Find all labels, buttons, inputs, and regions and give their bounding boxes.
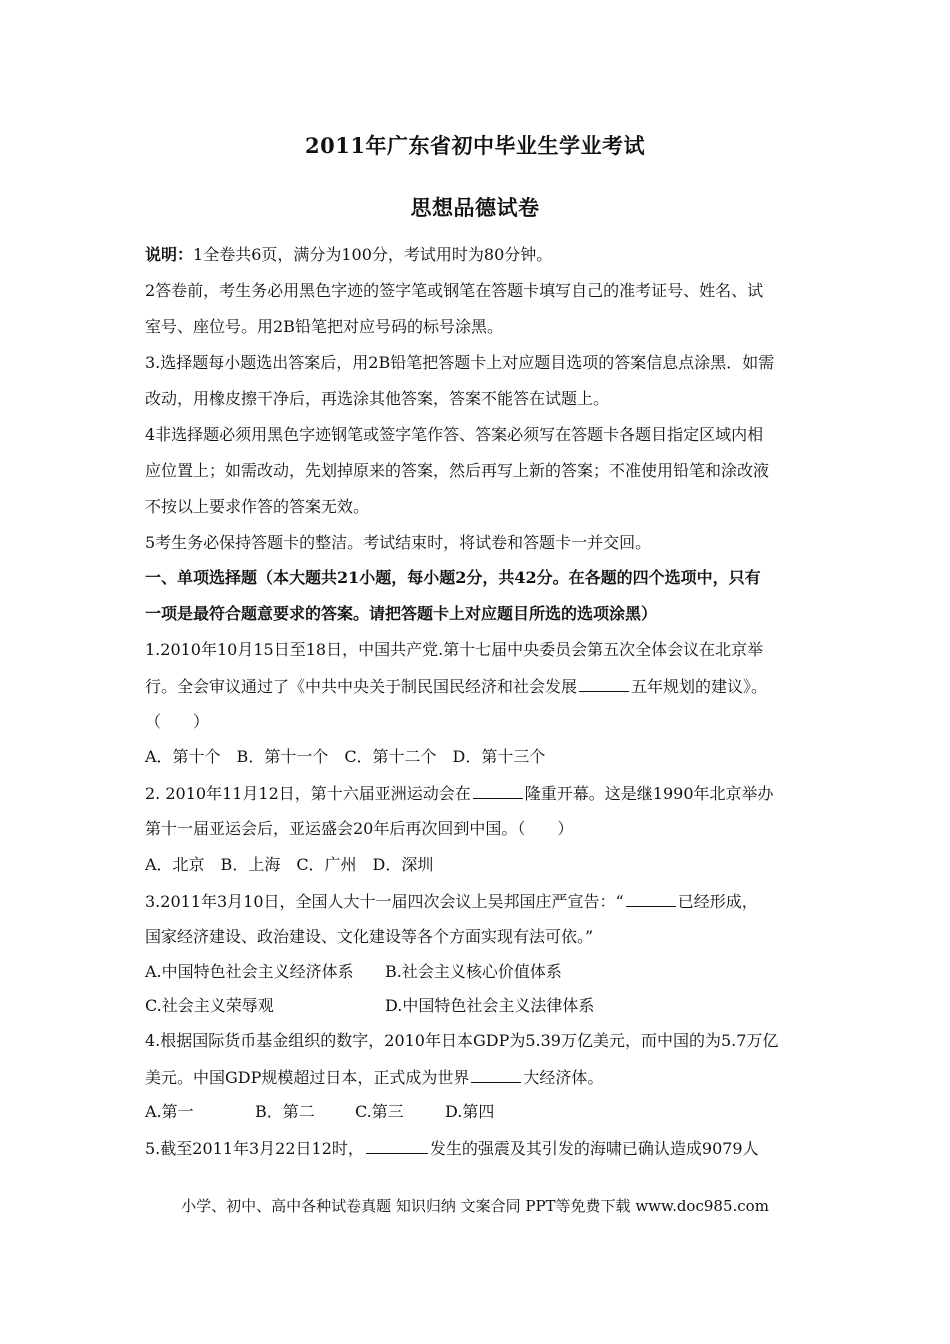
section-1-heading-line-2: 一项是最符合题意要求的答案。请把答题卡上对应题目所选的选项涂黑） xyxy=(145,604,658,623)
answer-blank xyxy=(471,1067,521,1083)
question-3-option-c: C.社会主义荣辱观 xyxy=(145,996,274,1015)
question-2-stem: 2. 2010年11月12日，第十六届亚洲运动会在 xyxy=(145,784,471,803)
exam-subtitle: 思想品德试卷 xyxy=(410,195,540,220)
note-4-line-3: 不按以上要求作答的答案无效。 xyxy=(145,497,370,516)
question-4-options xyxy=(145,1102,815,1122)
answer-blank xyxy=(366,1138,428,1154)
note-2-line-1: 2答卷前，考生务必用黑色字迹的签字笔或钢笔在答题卡填写自己的准考证号、姓名、试 xyxy=(145,281,764,300)
question-1-line-1: 1.2010年10月15日至18日，中国共产党.第十七届中央委员会第五次全体会议在北京举 xyxy=(145,640,764,659)
note-1 xyxy=(145,245,815,265)
question-3-line-2: 国家经济建设、政治建设、文化建设等各个方面实现有法可依。” xyxy=(145,927,594,946)
question-3-options-row-2 xyxy=(145,996,815,1016)
note-3-line-1: 3.选择题每小题选出答案后，用2B铅笔把答题卡上对应题目选项的答案信息点涂黑．如需 xyxy=(145,353,775,372)
question-4-stem-end: 大经济体。 xyxy=(523,1068,604,1087)
question-4-option-b: B．第二 xyxy=(255,1102,315,1121)
notes-label: 说明： xyxy=(145,245,194,264)
question-2-stem-end: 隆重开幕。这是继1990年北京举办 xyxy=(524,784,774,803)
question-2-line-1 xyxy=(145,783,815,804)
question-3-stem-end: 已经形成， xyxy=(677,892,758,911)
question-3-line-1 xyxy=(145,891,815,912)
question-4-line-1: 4.根据国际货币基金组织的数字，2010年日本GDP为5.39万亿美元，而中国的为5.7万亿 xyxy=(145,1031,779,1050)
question-3-stem: 3.2011年3月10日，全国人大十一届四次会议上吴邦国庄严宣告：“ xyxy=(145,892,624,911)
answer-blank xyxy=(473,783,523,799)
question-3-option-a: A.中国特色社会主义经济体系 xyxy=(145,962,354,981)
question-1-options: A．第十个 B．第十一个 C．第十二个 D．第十三个 xyxy=(145,747,546,766)
question-4-option-c: C.第三 xyxy=(355,1102,404,1121)
question-1-line-2 xyxy=(145,676,815,697)
question-1-bracket: （ ） xyxy=(145,712,210,731)
section-1-heading-line-1: 一、单项选择题（本大题共21小题，每小题2分，共42分。在各题的四个选项中，只有 xyxy=(145,568,761,587)
question-5-stem-end: 发生的强震及其引发的海啸已确认造成9079人 xyxy=(429,1139,759,1158)
note-4-line-1: 4非选择题必须用黑色字迹钢笔或签字笔作答、答案必须写在答题卡各题目指定区域内相 xyxy=(145,425,764,444)
answer-blank xyxy=(579,676,629,692)
question-4-option-a: A.第一 xyxy=(145,1102,194,1121)
note-5: 5考生务必保持答题卡的整洁。考试结束时，将试卷和答题卡一并交回。 xyxy=(145,533,652,552)
note-2-line-2: 室号、座位号。用2B铅笔把对应号码的标号涂黑。 xyxy=(145,317,503,336)
question-5-stem: 5.截至2011年3月22日12时， xyxy=(145,1139,364,1158)
footer-banner: 小学、初中、高中各种试卷真题 知识归纳 文案合同 PPT等免费下载 www.doc985.com xyxy=(181,1197,769,1215)
question-2-options: A．北京 B．上海 C．广州 D．深圳 xyxy=(145,855,434,874)
question-2-line-2: 第十一届亚运会后，亚运盛会20年后再次回到中国。（ ） xyxy=(145,819,574,838)
exam-title: 2011年广东省初中毕业生学业考试 xyxy=(305,133,645,158)
question-3-option-d: D.中国特色社会主义法律体系 xyxy=(385,996,595,1015)
note-4-line-2: 应位置上；如需改动，先划掉原来的答案，然后再写上新的答案；不准使用铅笔和涂改液 xyxy=(145,461,770,480)
note-1-text: 1全卷共6页，满分为100分，考试用时为80分钟。 xyxy=(193,245,553,264)
question-3-option-b: B.社会主义核心价值体系 xyxy=(385,962,562,981)
answer-blank xyxy=(626,891,676,907)
question-5-line-1 xyxy=(145,1138,815,1159)
question-4-stem: 美元。中国GDP规模超过日本，正式成为世界 xyxy=(145,1068,470,1087)
question-4-option-d: D.第四 xyxy=(445,1102,495,1121)
question-1-stem-end: 五年规划的建议》。 xyxy=(631,677,768,696)
question-1-stem: 行。全会审议通过了《中共中央关于制民国民经济和社会发展 xyxy=(145,677,578,696)
note-3-line-2: 改动，用橡皮擦干净后，再选涂其他答案，答案不能答在试题上。 xyxy=(145,389,610,408)
question-3-options-row-1 xyxy=(145,962,815,982)
question-4-line-2 xyxy=(145,1067,815,1088)
